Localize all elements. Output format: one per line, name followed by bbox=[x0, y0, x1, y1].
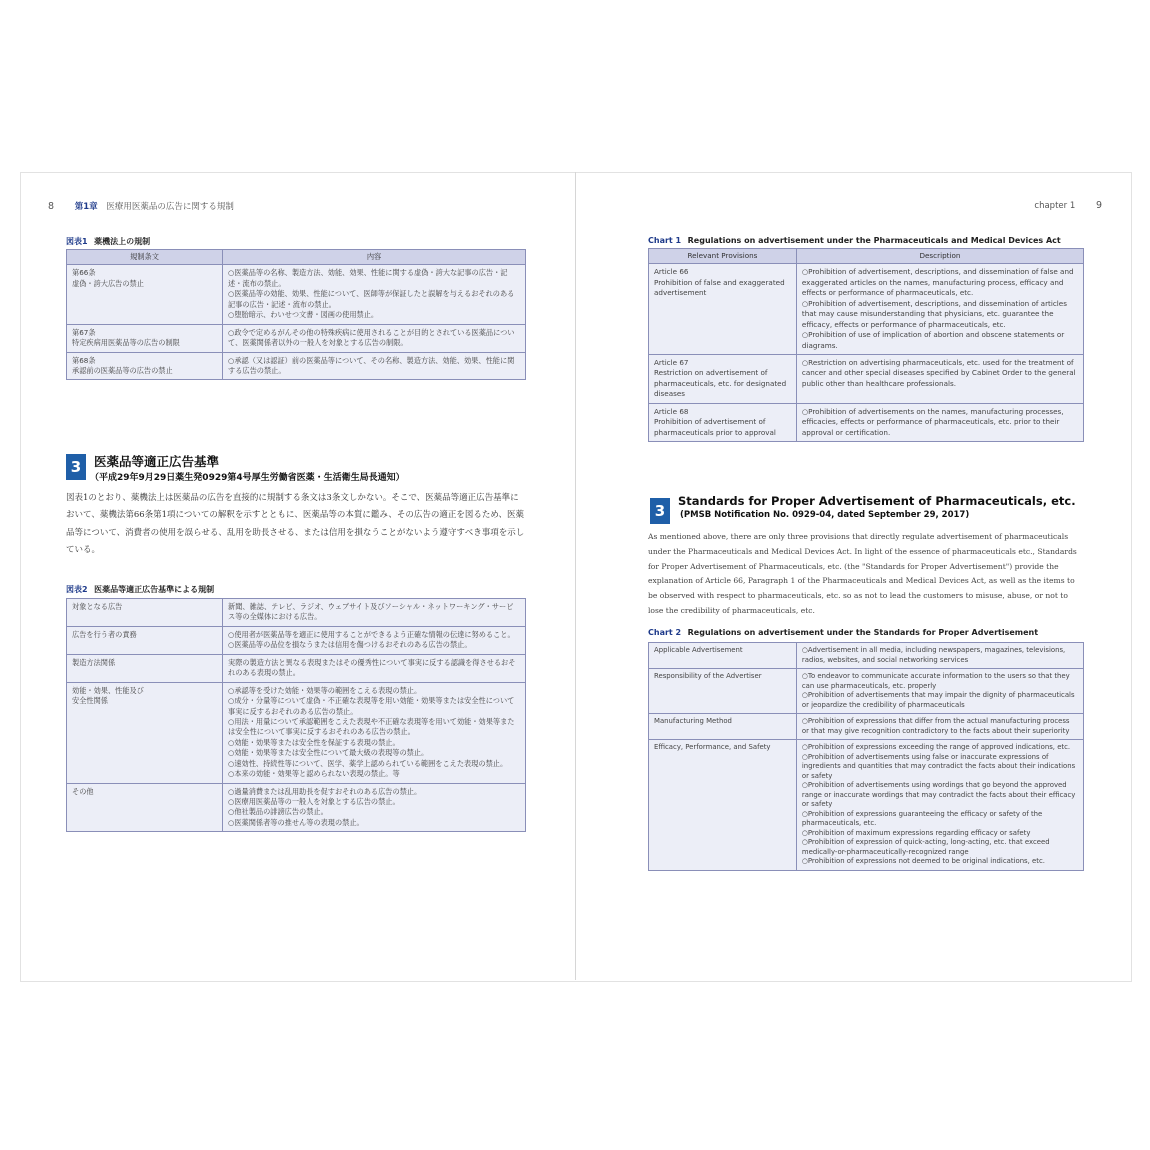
table-row bbox=[67, 626, 526, 654]
left-chart1-title: 薬機法上の規制 bbox=[94, 237, 151, 246]
provision-line: Article 66 bbox=[654, 267, 689, 277]
left-page-number: 8 bbox=[48, 201, 55, 212]
provision-line: Article 67 bbox=[654, 357, 689, 367]
description-item: ○承認等を受けた効能・効果等の範囲をこえる表現の禁止。 bbox=[228, 685, 422, 695]
right-section-title: Standards for Proper Advertisement of Pharmaceuticals, etc. bbox=[678, 494, 1076, 508]
provision-cell bbox=[649, 669, 797, 714]
right-section-paragraph: As mentioned above, there are only three provisions that directly regulate advertisement of pharmaceuticals under the Pharmaceuticals and Medical Devices Act. In light of the essence of pharmaceuticals etc., Standards for Proper Advertisement of Pharmaceuticals, etc. (the "Standards for Proper Advertisement") provide the explanation of Article 66, Paragraph 1 of the Pharmaceuticals and Medical Devices Act, as well as the items to be observed with respect to pharmaceuticals, etc. so as not to lead the customers to misuse, abuse, or not to lose the credibility of pharmaceuticals, etc. bbox=[648, 532, 1077, 615]
description-item: ○過量消費または乱用助長を促すおそれのある広告の禁止。 bbox=[228, 786, 422, 796]
provision-line: Restriction on advertisement of pharmaceuticals, etc. for designated diseases bbox=[654, 368, 787, 399]
provision-line: その他 bbox=[72, 786, 94, 796]
description-item: ○速効性、持続性等について、医学、薬学上認められている範囲をこえた表現の禁止。 bbox=[228, 758, 508, 768]
right-page-header bbox=[1034, 200, 1102, 211]
provision-cell bbox=[649, 354, 797, 403]
left-section-title: 医薬品等適正広告基準 bbox=[94, 454, 220, 469]
provision-line: Article 68 bbox=[654, 406, 689, 416]
description-cell bbox=[796, 643, 1083, 669]
description-item: ○用法・用量について承認範囲をこえた表現や不正確な表現等を用いて効能・効果等または安全性について事実に反するおそれのある広告の禁止。 bbox=[228, 716, 515, 737]
right-page-number: 9 bbox=[1095, 200, 1102, 211]
description-item: ○医薬品等の効能、効果、性能について、医師等が保証したと誤解を与えるおそれのある記事の広告・記述・流布の禁止。 bbox=[228, 289, 515, 309]
description-item: ○効能・効果等または安全性を保証する表現の禁止。 bbox=[228, 737, 400, 747]
provision-cell bbox=[67, 352, 223, 380]
table-row bbox=[67, 654, 526, 682]
provision-line: 第66条 bbox=[72, 268, 96, 278]
description-item: ○Restriction on advertising pharmaceuticals, etc. used for the treatment of cancer and other special diseases specified by Cabinet Order to the general public other than healthcare professionals. bbox=[801, 357, 1076, 388]
provision-line: 特定疾病用医薬品等の広告の制限 bbox=[72, 338, 180, 348]
left-chapter-label: 第1章 bbox=[74, 202, 98, 212]
table-header-cell: Relevant Provisions bbox=[649, 249, 797, 264]
left-section-paragraph: 図表1のとおり、薬機法上は医薬品の広告を直接的に規制する条文は3条文しかない。そこで、医薬品等適正広告基準において、薬機法第66条第1項についての解釈を示すとともに、医薬品等の本質に鑑み、その広告の適正を図るため、医薬品等について、消費者の使用を誤らせる、乱用を助長させる、または信用を損なうことがないよう遵守すべき事項を示している。 bbox=[66, 493, 525, 556]
description-item: ○Prohibition of use of implication of abortion and obscene statements or diagrams. bbox=[801, 330, 1065, 350]
description-cell bbox=[796, 354, 1083, 403]
table-row bbox=[67, 599, 526, 627]
description-item: ○To endeavor to communicate accurate information to the users so that they can use pharmaceuticals, etc. properly bbox=[801, 672, 1070, 690]
table-row bbox=[67, 352, 526, 380]
description-item: ○他社製品の誹謗広告の禁止。 bbox=[228, 807, 328, 817]
description-item: ○承認（又は認証）前の医薬品等について、その名称、製造方法、効能、効果、性能に関する広告の禁止。 bbox=[228, 355, 515, 375]
provision-line: 効能・効果、性能及び bbox=[72, 685, 144, 695]
description-item: ○Advertisement in all media, including newspapers, magazines, televisions, radios, websites, and social networking services bbox=[801, 646, 1066, 664]
description-item: ○Prohibition of advertisement, descriptions, and dissemination of articles that may cause misunderstanding that physicians, etc. guarantee the efficacy, effects or performance of pharmaceuticals, etc. bbox=[801, 298, 1067, 329]
right-chart1-label: Chart 1 bbox=[648, 236, 682, 245]
left-chart2-table bbox=[66, 598, 526, 832]
description-cell bbox=[796, 669, 1083, 714]
table-header-cell: 内容 bbox=[223, 250, 526, 265]
description-cell bbox=[223, 654, 526, 682]
table-row bbox=[649, 643, 1084, 669]
provision-cell bbox=[67, 783, 223, 832]
table-row bbox=[67, 324, 526, 352]
provision-cell bbox=[649, 740, 797, 871]
provision-cell bbox=[67, 265, 223, 324]
description-cell bbox=[223, 352, 526, 380]
provision-line: 承認前の医薬品等の広告の禁止 bbox=[72, 365, 173, 375]
provision-cell bbox=[649, 264, 797, 355]
right-section-subtitle: (PMSB Notification No. 0929-04, dated September 29, 2017) bbox=[680, 510, 970, 520]
description-item: ○医療用医薬品等の一般人を対象とする広告の禁止。 bbox=[228, 797, 400, 806]
description-item: ○効能・効果等または安全性について最大級の表現等の禁止。 bbox=[228, 748, 429, 758]
description-cell bbox=[796, 740, 1083, 871]
description-item: ○Prohibition of expressions not deemed to be original indications, etc. bbox=[801, 857, 1045, 866]
provision-line: 第67条 bbox=[72, 327, 96, 337]
right-section-number: 3 bbox=[650, 498, 670, 524]
table-header-cell: Description bbox=[796, 249, 1083, 264]
description-item: ○医薬品等の名称、製造方法、効能、効果、性能に関する虚偽・誇大な記事の広告・記述・流布の禁止。 bbox=[228, 268, 508, 288]
left-chart1-caption bbox=[66, 236, 150, 247]
description-item: ○Prohibition of expressions exceeding the range of approved indications, etc. bbox=[801, 743, 1071, 752]
table-row bbox=[67, 783, 526, 832]
description-cell bbox=[796, 264, 1083, 355]
table-row bbox=[649, 714, 1084, 740]
provision-cell bbox=[649, 403, 797, 441]
provision-line: 対象となる広告 bbox=[72, 602, 123, 611]
description-cell bbox=[223, 682, 526, 783]
description-item: ○本来の効能・効果等と認められない表現の禁止。等 bbox=[228, 769, 400, 779]
provision-cell bbox=[649, 643, 797, 669]
description-item: 新聞、雑誌、テレビ、ラジオ、ウェブサイト及びソーシャル・ネットワーキング・サービス等の全媒体における広告。 bbox=[228, 602, 514, 622]
provision-cell bbox=[67, 324, 223, 352]
table-row bbox=[649, 740, 1084, 871]
provision-line: Efficacy, Performance, and Safety bbox=[654, 743, 771, 752]
provision-cell bbox=[67, 599, 223, 627]
table-header-row bbox=[67, 250, 526, 265]
description-item: ○Prohibition of advertisements on the names, manufacturing processes, efficacies, effects or performance of pharmaceuticals, etc. prior to their approval or certification. bbox=[801, 406, 1064, 437]
description-item: ○医薬品等の品位を損なうまたは信用を傷つけるおそれのある広告の禁止。 bbox=[228, 640, 472, 650]
right-chart1-caption bbox=[648, 236, 1061, 245]
provision-line: 製造方法関係 bbox=[72, 657, 116, 667]
description-item: ○Prohibition of expression of quick-acting, long-acting, etc. that exceed medically-or-pharmaceutically-recognized range bbox=[801, 838, 1050, 856]
right-chart2-label: Chart 2 bbox=[648, 628, 682, 637]
left-page-header bbox=[48, 200, 234, 212]
table-row bbox=[649, 669, 1084, 714]
table-row bbox=[649, 354, 1084, 403]
left-chart2-label: 図表2 bbox=[66, 585, 88, 594]
right-page bbox=[576, 172, 1130, 980]
description-item: ○成分・分量等について虚偽・不正確な表現等を用い効能・効果等または安全性について事実に反するおそれのある広告の禁止。 bbox=[228, 696, 515, 716]
left-chart2-title: 医薬品等適正広告基準による規制 bbox=[94, 585, 215, 594]
description-cell bbox=[223, 265, 526, 324]
right-chart2-caption bbox=[648, 628, 1038, 637]
description-cell bbox=[223, 626, 526, 654]
left-chart1-label: 図表1 bbox=[66, 237, 88, 246]
provision-line: Prohibition of false and exaggerated advertisement bbox=[654, 277, 785, 298]
description-cell bbox=[796, 403, 1083, 441]
provision-line: 広告を行う者の責務 bbox=[72, 629, 137, 639]
right-chapter-label: chapter 1 bbox=[1034, 201, 1076, 211]
description-item: ○使用者が医薬品等を適正に使用することができるよう正確な情報の伝達に努めること。 bbox=[228, 629, 515, 639]
description-item: ○医薬関係者等の推せん等の表現の禁止。 bbox=[228, 817, 364, 827]
table-row bbox=[67, 682, 526, 783]
right-chart1-table bbox=[648, 248, 1084, 442]
left-chapter-title: 医療用医薬品の広告に関する規制 bbox=[106, 202, 234, 212]
description-item: ○堕胎暗示、わいせつ文書・図画の使用禁止。 bbox=[228, 310, 379, 320]
provision-line: Applicable Advertisement bbox=[654, 646, 743, 654]
description-cell bbox=[796, 714, 1083, 740]
description-cell bbox=[223, 599, 526, 627]
description-item: ○Prohibition of advertisements using wordings that go beyond the approved range or inaccurate wordings that may contradict the facts about their efficacy or safety bbox=[801, 781, 1076, 809]
provision-cell bbox=[67, 682, 223, 783]
provision-cell bbox=[67, 626, 223, 654]
table-row bbox=[67, 265, 526, 324]
description-item: ○Prohibition of expressions that differ from the actual manufacturing process or that may give recognition contradictory to the facts about their superiority bbox=[801, 717, 1070, 735]
provision-line: 虚偽・誇大広告の禁止 bbox=[72, 278, 144, 288]
table-header-cell: 規制条文 bbox=[67, 250, 223, 265]
provision-line: 第68条 bbox=[72, 355, 96, 365]
description-item: ○Prohibition of advertisements that may impair the dignity of pharmaceuticals or jeopardize the credibility of pharmaceuticals bbox=[801, 691, 1075, 709]
description-item: 実際の製造方法と異なる表現またはその優秀性について事実に反する認識を得させるおそれのある表現の禁止。 bbox=[228, 657, 516, 678]
description-item: ○Prohibition of advertisement, descriptions, and dissemination of false and exaggerated articles on the names, manufacturing process, efficacy and effects or performance of pharmaceuticals, etc. bbox=[801, 267, 1074, 298]
description-item: ○Prohibition of expressions guaranteeing the efficacy or safety of the pharmaceuticals, etc. bbox=[801, 809, 1043, 828]
right-chart2-table bbox=[648, 642, 1084, 871]
provision-line: Responsibility of the Advertiser bbox=[654, 672, 762, 681]
right-chart1-title: Regulations on advertisement under the Pharmaceuticals and Medical Devices Act bbox=[687, 236, 1061, 245]
provision-line: Manufacturing Method bbox=[654, 717, 732, 726]
table-header-row bbox=[649, 249, 1084, 264]
provision-line: 安全性関係 bbox=[72, 696, 108, 706]
provision-cell bbox=[649, 714, 797, 740]
table-row bbox=[649, 264, 1084, 355]
provision-line: Prohibition of advertisement of pharmaceuticals prior to approval bbox=[654, 417, 776, 437]
table-row bbox=[649, 403, 1084, 441]
left-chart2-caption bbox=[66, 584, 214, 595]
description-cell bbox=[223, 783, 526, 832]
description-item: ○政令で定めるがんその他の特殊疾病に使用されることが目的とされている医薬品について、医薬関係者以外の一般人を対象とする広告の制限。 bbox=[228, 327, 515, 348]
description-item: ○Prohibition of maximum expressions regarding efficacy or safety bbox=[801, 828, 1031, 837]
description-cell bbox=[223, 324, 526, 352]
description-item: ○Prohibition of advertisements using false or inaccurate expressions of ingredients and quantities that may contradict the facts about their indications or safety bbox=[801, 752, 1076, 780]
left-page bbox=[20, 172, 575, 980]
left-chart1-table bbox=[66, 249, 526, 380]
left-section-subtitle: （平成29年9月29日薬生発0929第4号厚生労働省医薬・生活衛生局長通知） bbox=[90, 473, 405, 483]
left-section-number: 3 bbox=[66, 454, 86, 480]
right-chart2-title: Regulations on advertisement under the Standards for Proper Advertisement bbox=[687, 628, 1039, 637]
provision-cell bbox=[67, 654, 223, 682]
